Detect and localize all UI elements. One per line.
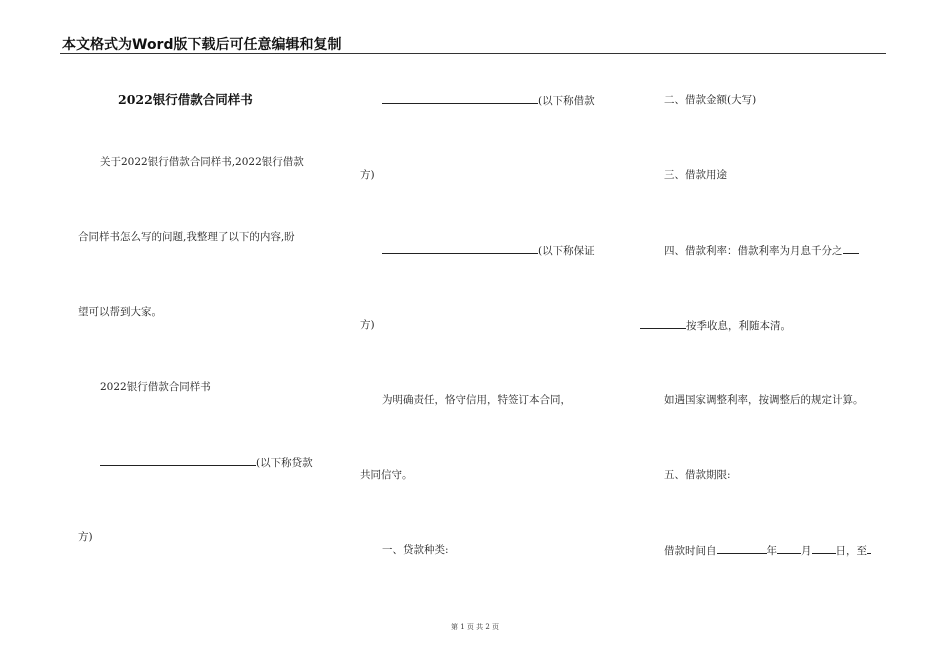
borrower-blank <box>382 93 538 104</box>
period-start-month-blank <box>777 543 801 554</box>
borrower-line <box>382 93 595 108</box>
interest-text: 按季收息，利随本清。 <box>686 320 791 332</box>
guarantor-blank <box>382 243 538 254</box>
period-end-blank <box>867 543 871 554</box>
interest-line <box>640 318 791 333</box>
guarantor-line <box>382 243 595 258</box>
period-start-day-blank <box>812 543 836 554</box>
interest-blank <box>640 318 686 329</box>
period-from-label: 借款时间自 <box>664 545 717 557</box>
lender-end: 方) <box>78 531 93 543</box>
borrower-suffix: (以下称借款 <box>538 95 595 107</box>
purpose-line-1: 为明确责任，恪守信用，特签订本合同， <box>382 394 571 406</box>
page-number-footer: 第 1 页 共 2 页 <box>450 623 500 631</box>
section-interest-label: 四、借款利率：借款利率为月息千分之 <box>664 245 843 257</box>
borrower-end: 方) <box>360 169 375 181</box>
subtitle: 2022银行借款合同样书 <box>100 381 211 393</box>
lender-blank <box>100 455 256 466</box>
purpose-line-2: 共同信守。 <box>360 469 413 481</box>
document-header: 本文格式为Word版下载后可任意编辑和复制 <box>62 37 342 53</box>
guarantor-suffix: (以下称保证 <box>538 245 595 257</box>
intro-line-1: 关于2022银行借款合同样书,2022银行借款 <box>100 156 304 168</box>
section-interest <box>664 243 859 258</box>
period-year-label: 年 <box>766 545 777 557</box>
period-day-label: 日，至 <box>835 545 867 557</box>
header-divider <box>60 53 886 54</box>
rate-adjust-line: 如遇国家调整利率，按调整后的规定计算。 <box>664 394 864 406</box>
intro-line-2: 合同样书怎么写的问题,我整理了以下的内容,盼 <box>78 231 295 243</box>
section-loan-type: 一、贷款种类: <box>382 544 449 556</box>
guarantor-end: 方) <box>360 319 375 331</box>
interest-rate-blank <box>843 243 859 254</box>
section-purpose: 三、借款用途 <box>664 169 727 181</box>
intro-line-3: 望可以帮到大家。 <box>78 306 162 318</box>
lender-suffix: (以下称贷款 <box>256 457 313 469</box>
loan-period-line <box>664 543 871 558</box>
section-amount: 二、借款金额(大写) <box>664 94 757 106</box>
document-title: 2022银行借款合同样书 <box>118 92 253 107</box>
section-term: 五、借款期限: <box>664 469 731 481</box>
lender-line <box>100 455 313 470</box>
period-start-year-blank <box>717 543 767 554</box>
period-month-label: 月 <box>801 545 812 557</box>
